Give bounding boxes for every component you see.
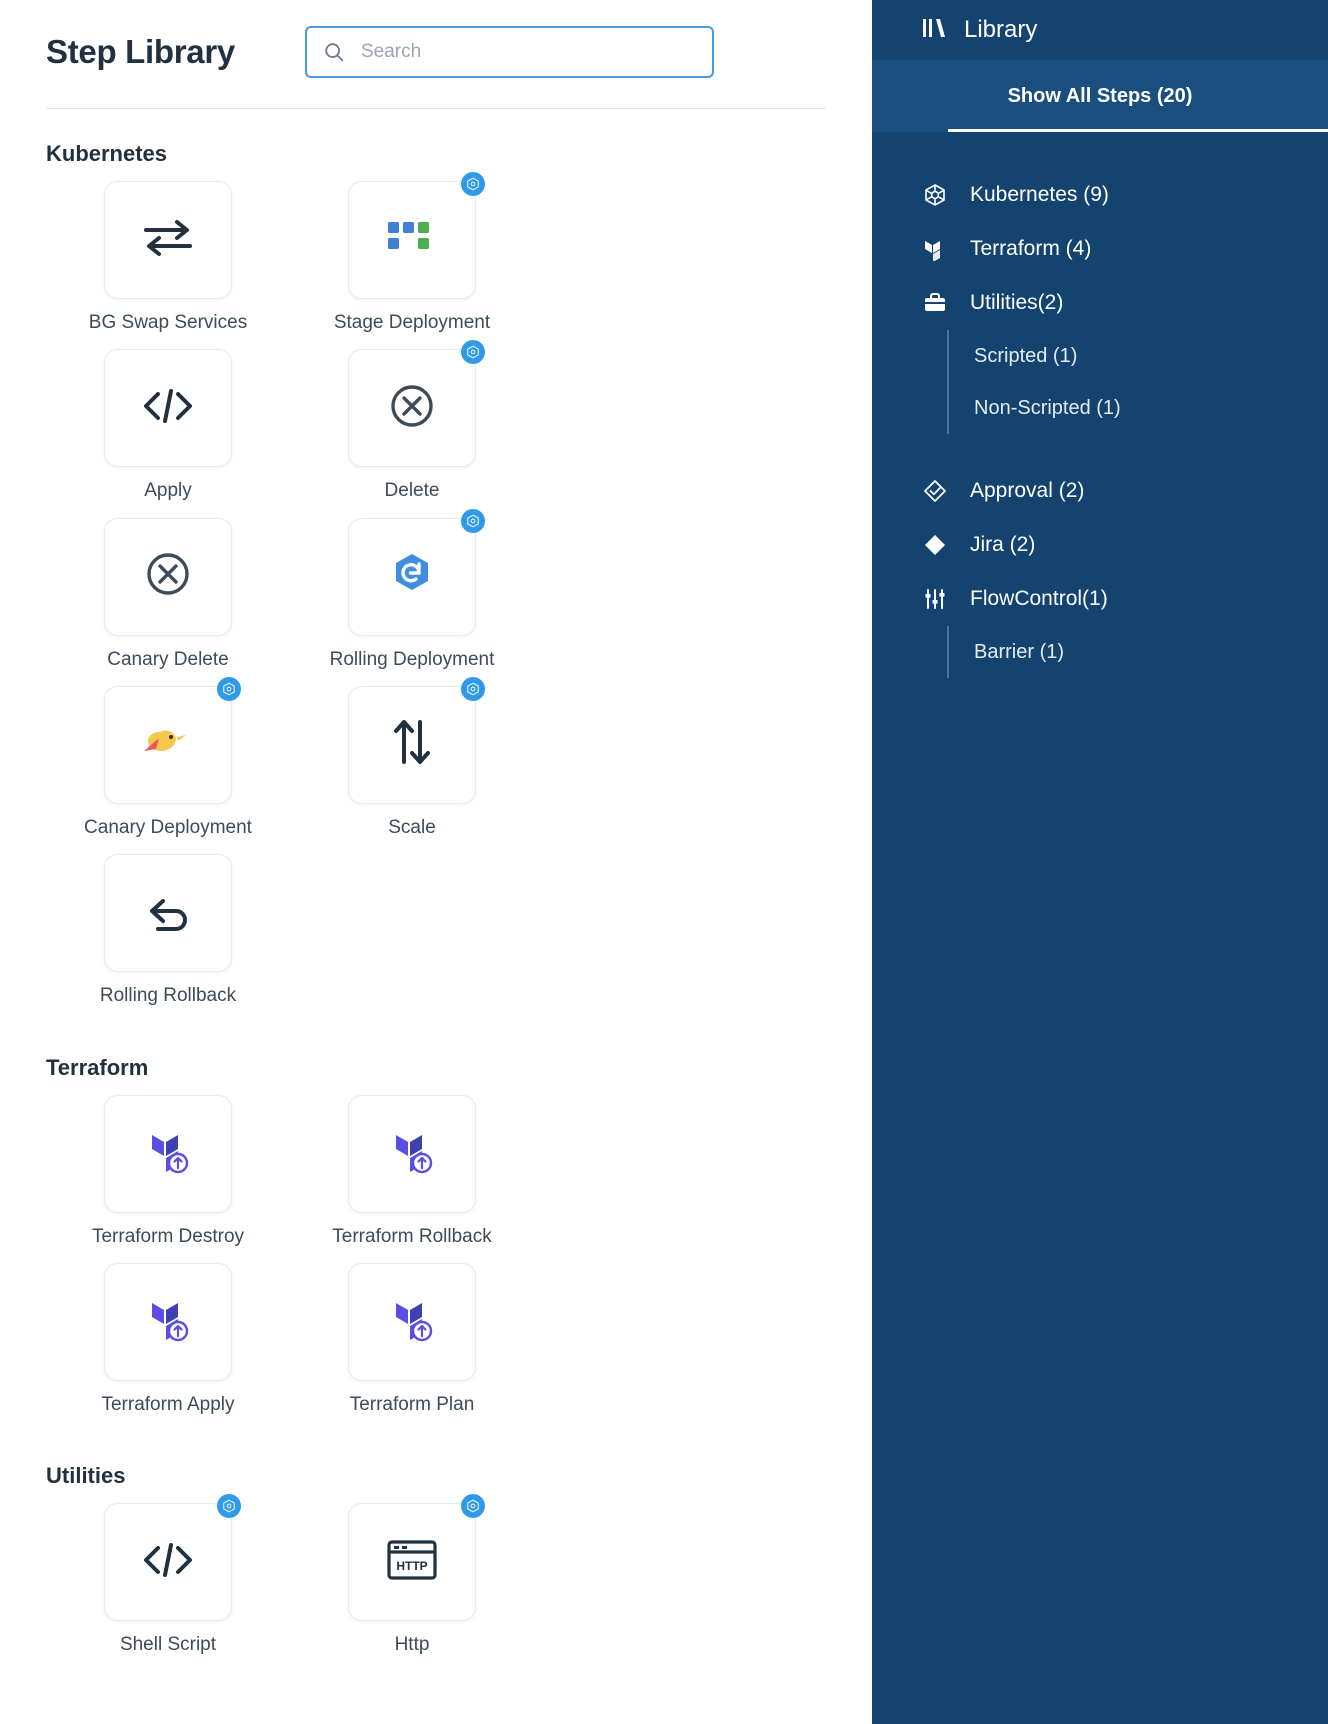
step-tile[interactable] xyxy=(104,518,232,636)
jira-diamond-icon xyxy=(922,532,948,558)
sidebar-subgroup-flowcontrol xyxy=(947,626,1328,678)
terraform-icon xyxy=(386,1293,438,1350)
search-icon xyxy=(323,41,345,63)
step-card[interactable] xyxy=(290,1503,534,1657)
step-card[interactable] xyxy=(290,518,534,672)
step-label: Delete xyxy=(384,480,440,502)
step-label: Terraform Apply xyxy=(101,1393,235,1415)
step-card[interactable] xyxy=(46,518,290,672)
terraform-icon xyxy=(922,236,948,262)
terraform-icon xyxy=(386,1125,438,1182)
sidebar-item-flowcontrol[interactable] xyxy=(872,572,1328,626)
library-title: Library xyxy=(964,16,1038,43)
group-title-kubernetes: Kubernetes xyxy=(46,141,168,166)
code-brackets-icon xyxy=(141,1540,195,1585)
step-label: Canary Deployment xyxy=(84,816,252,838)
step-label: Http xyxy=(394,1634,430,1656)
step-card[interactable] xyxy=(46,349,290,503)
steps-grid-terraform xyxy=(46,1095,746,1432)
search-input[interactable] xyxy=(359,40,696,64)
step-label: Terraform Plan xyxy=(349,1393,475,1415)
sidebar-item-label: Jira (2) xyxy=(970,533,1036,556)
sidebar-subgroup-utilities xyxy=(947,330,1328,434)
stage-squares-icon xyxy=(386,220,438,261)
sidebar-item-kubernetes[interactable] xyxy=(872,168,1328,222)
briefcase-icon xyxy=(922,290,948,316)
library-bars-icon xyxy=(922,17,948,44)
step-tile[interactable] xyxy=(104,686,232,804)
sidebar-subitem-scripted[interactable]: Scripted (1) xyxy=(974,344,1078,367)
canary-bird-icon xyxy=(140,722,196,767)
step-card[interactable] xyxy=(290,686,534,840)
rollback-arrow-icon xyxy=(142,889,194,938)
search-input-container[interactable] xyxy=(305,26,714,78)
kubernetes-icon xyxy=(922,182,948,208)
step-card[interactable] xyxy=(290,181,534,335)
sidebar-item-jira[interactable] xyxy=(872,518,1328,572)
step-label: Shell Script xyxy=(119,1634,217,1656)
step-label: Rolling Rollback xyxy=(99,985,237,1007)
sidebar-item-approval[interactable] xyxy=(872,464,1328,518)
step-label: Canary Delete xyxy=(107,648,229,670)
step-tile[interactable] xyxy=(104,1095,232,1213)
sidebar-item-utilities[interactable] xyxy=(872,276,1328,330)
step-card[interactable] xyxy=(290,1263,534,1417)
library-sidebar xyxy=(872,0,1328,1724)
show-all-steps-tab[interactable] xyxy=(872,60,1328,132)
nav-spacer xyxy=(872,434,1328,464)
step-tile[interactable] xyxy=(348,1263,476,1381)
step-library-header xyxy=(46,0,826,78)
library-nav xyxy=(872,132,1328,678)
code-brackets-icon xyxy=(141,386,195,431)
step-tile[interactable] xyxy=(348,518,476,636)
header-divider xyxy=(46,108,826,109)
step-label: Scale xyxy=(388,816,436,838)
step-tile[interactable] xyxy=(348,181,476,299)
svg-text:HTTP: HTTP xyxy=(396,1558,428,1573)
swap-arrows-icon xyxy=(141,216,195,265)
step-card[interactable] xyxy=(290,1095,534,1249)
step-card[interactable] xyxy=(46,1263,290,1417)
sidebar-item-label: Approval (2) xyxy=(970,479,1085,502)
show-all-steps-label: Show All Steps (20) xyxy=(1007,84,1193,107)
step-tile[interactable] xyxy=(104,854,232,972)
approval-check-icon xyxy=(922,478,948,504)
step-tile[interactable] xyxy=(104,1503,232,1621)
step-card[interactable] xyxy=(46,1095,290,1249)
kubernetes-badge-icon xyxy=(217,1494,241,1518)
circle-x-icon xyxy=(388,382,436,435)
sidebar-subitem-barrier[interactable]: Barrier (1) xyxy=(974,640,1065,663)
steps-grid-utilities xyxy=(46,1503,746,1671)
step-label: Stage Deployment xyxy=(333,312,491,333)
step-label: Rolling Deployment xyxy=(329,648,495,670)
kubernetes-badge-icon xyxy=(461,172,485,196)
sidebar-item-terraform[interactable] xyxy=(872,222,1328,276)
sidebar-item-label: Kubernetes (9) xyxy=(970,183,1109,206)
step-label: BG Swap Services xyxy=(88,312,248,333)
step-tile[interactable] xyxy=(348,1095,476,1213)
step-label: Terraform Destroy xyxy=(91,1225,245,1247)
page-title: Step Library xyxy=(46,33,235,70)
sidebar-subitem-non-scripted[interactable]: Non-Scripted (1) xyxy=(974,396,1121,419)
step-tile[interactable] xyxy=(348,686,476,804)
sidebar-item-label: FlowControl(1) xyxy=(970,587,1108,610)
step-tile[interactable] xyxy=(104,181,232,299)
flow-control-sliders-icon xyxy=(922,586,948,612)
rolling-refresh-icon xyxy=(388,550,436,603)
step-tile[interactable] xyxy=(348,349,476,467)
library-header xyxy=(872,0,1328,60)
sidebar-item-label: Utilities(2) xyxy=(970,291,1064,314)
step-card[interactable] xyxy=(290,349,534,503)
kubernetes-badge-icon xyxy=(461,1494,485,1518)
terraform-icon xyxy=(142,1293,194,1350)
step-label: Terraform Rollback xyxy=(332,1225,492,1247)
kubernetes-badge-icon xyxy=(461,677,485,701)
circle-x-icon xyxy=(144,550,192,603)
kubernetes-badge-icon xyxy=(217,677,241,701)
step-card[interactable] xyxy=(46,1503,290,1657)
step-tile[interactable] xyxy=(104,1263,232,1381)
step-tile[interactable] xyxy=(104,349,232,467)
step-card[interactable] xyxy=(46,181,290,335)
up-down-arrows-icon xyxy=(390,717,434,772)
steps-grid-kubernetes xyxy=(46,181,746,1023)
group-title-utilities: Utilities xyxy=(46,1463,126,1489)
group-title-terraform: Terraform xyxy=(46,1054,149,1080)
step-card[interactable] xyxy=(46,854,290,1008)
step-label: Apply xyxy=(144,480,192,502)
step-card[interactable] xyxy=(46,686,290,840)
kubernetes-badge-icon xyxy=(461,509,485,533)
http-window-icon xyxy=(385,1537,439,1588)
kubernetes-badge-icon xyxy=(461,340,485,364)
terraform-icon xyxy=(142,1125,194,1182)
sidebar-item-label: Terraform (4) xyxy=(970,237,1092,260)
step-tile[interactable] xyxy=(348,1503,476,1621)
